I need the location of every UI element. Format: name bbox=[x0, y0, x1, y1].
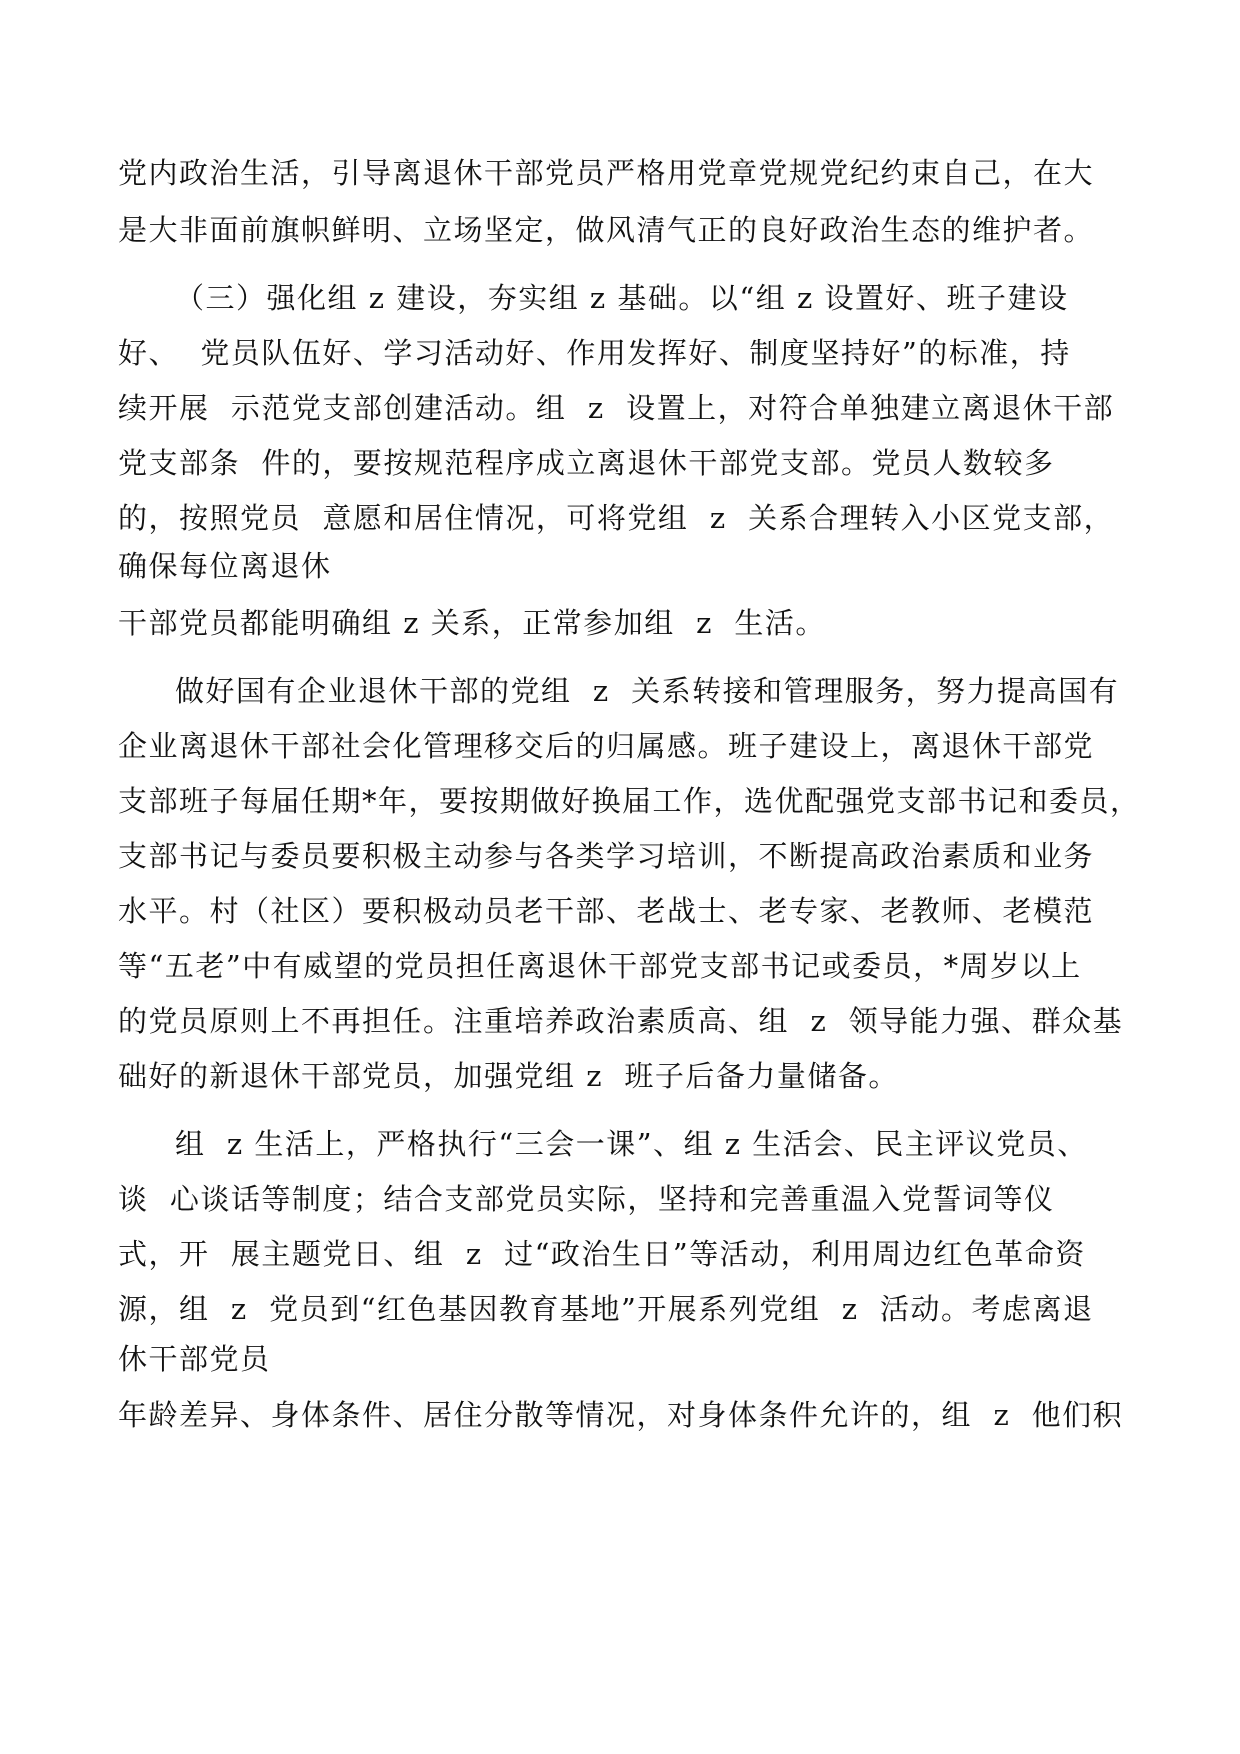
text-line: 源，组 z 党员到“红色基因教育基地”开展系列党组 z 活动。考虑离退 bbox=[118, 1292, 1094, 1326]
section-heading-line: （三）强化组 z 建设，夯实组 z 基础。以“组 z 设置好、班子建设 bbox=[175, 281, 1069, 315]
text-line: 等“五老”中有威望的党员担任离退休干部党支部书记或委员，*周岁以上 bbox=[118, 949, 1082, 983]
text-line: 谈 心谈话等制度；结合支部党员实际，坚持和完善重温入党誓词等仪 bbox=[118, 1182, 1055, 1216]
paragraph-first-line: 组 z 生活上，严格执行“三会一课”、组 z 生活会、民主评议党员、 bbox=[175, 1127, 1088, 1161]
text-line: 企业离退休干部社会化管理移交后的归属感。班子建设上，离退休干部党 bbox=[118, 729, 1095, 763]
text-line: 好、 党员队伍好、学习活动好、作用发挥好、制度坚持好”的标准，持 bbox=[118, 336, 1071, 370]
text-line: 干部党员都能明确组 z 关系，正常参加组 z 生活。 bbox=[118, 606, 826, 640]
text-line: 确保每位离退休 bbox=[118, 549, 332, 583]
text-line: 式，开 展主题党日、组 z 过“政治生日”等活动，利用周边红色革命资 bbox=[118, 1237, 1086, 1271]
text-line: 党支部条 件的，要按规范程序成立离退休干部党支部。党员人数较多 bbox=[118, 446, 1055, 480]
text-line: 础好的新退休干部党员，加强党组 z 班子后备力量储备。 bbox=[118, 1059, 899, 1093]
text-line: 水平。村（社区）要积极动员老干部、老战士、老专家、老教师、老模范 bbox=[118, 894, 1095, 928]
text-line: 党内政治生活，引导离退休干部党员严格用党章党规党纪约束自己，在大 bbox=[118, 156, 1095, 190]
paragraph-first-line: 做好国有企业退休干部的党组 z 关系转接和管理服务，努力提高国有 bbox=[175, 674, 1120, 708]
text-line: 的党员原则上不再担任。注重培养政治素质高、组 z 领导能力强、群众基 bbox=[118, 1004, 1124, 1038]
text-line: 支部班子每届任期*年，要按期做好换届工作，选优配强党支部书记和委员， bbox=[118, 784, 1141, 818]
text-line: 是大非面前旗帜鲜明、立场坚定，做风清气正的良好政治生态的维护者。 bbox=[118, 213, 1095, 247]
text-line: 续开展 示范党支部创建活动。组 z 设置上，对符合单独建立离退休干部 bbox=[118, 391, 1115, 425]
text-line: 休干部党员 bbox=[118, 1342, 271, 1376]
text-line: 年龄差异、身体条件、居住分散等情况，对身体条件允许的，组 z 他们积 bbox=[118, 1398, 1124, 1432]
text-line: 的，按照党员 意愿和居住情况，可将党组 z 关系合理转入小区党支部， bbox=[118, 501, 1115, 535]
text-line: 支部书记与委员要积极主动参与各类学习培训，不断提高政治素质和业务 bbox=[118, 839, 1095, 873]
